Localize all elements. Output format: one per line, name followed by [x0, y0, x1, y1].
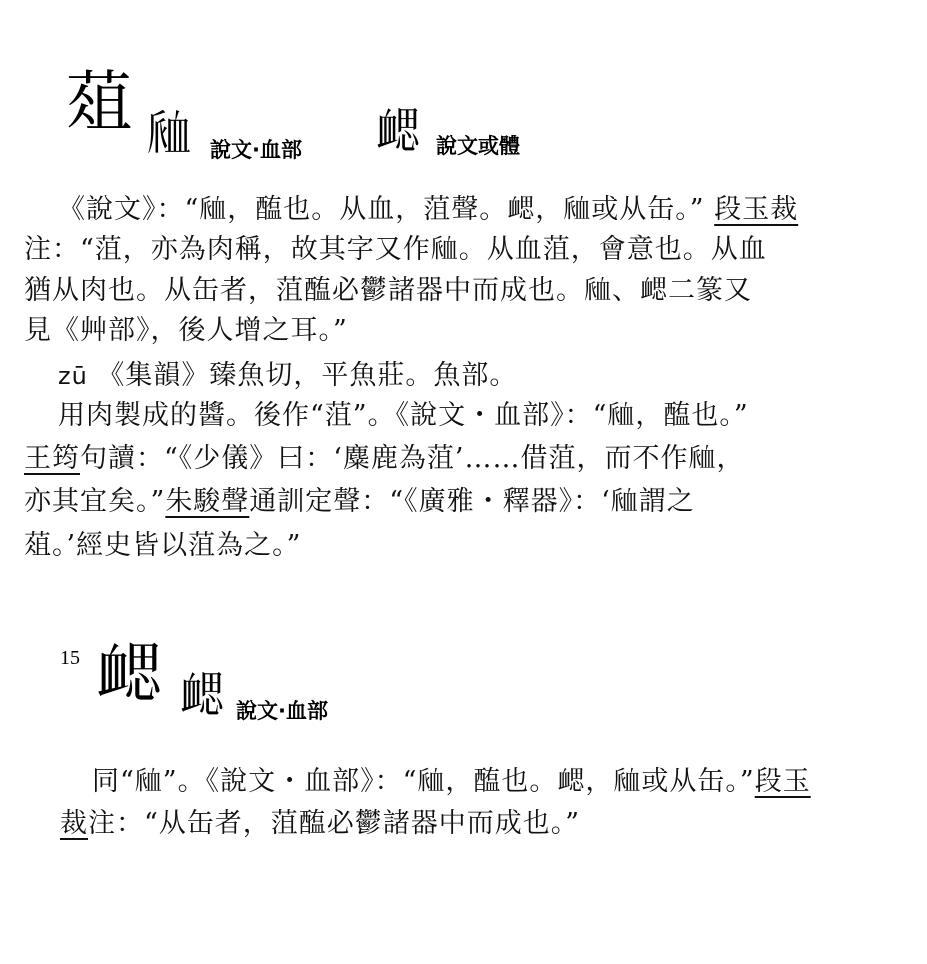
entry-1-variant-source: 說文或體 — [436, 134, 520, 158]
line-text: 句讀：“《少儀》曰：‘麋鹿為菹’……借菹，而不作𧖴， — [80, 443, 745, 474]
line-text: 亦其宜矣。” — [24, 486, 166, 517]
cited-scholar: 朱駿聲 — [165, 486, 250, 517]
entry-1-reading-line — [58, 362, 517, 389]
entry-1-text-line — [58, 196, 798, 223]
line-text: 葅。’經史皆以菹為之。” — [24, 530, 302, 561]
line-text: 見《艸部》，後人增之耳。” — [24, 315, 348, 346]
line-text: 通訓定聲：“《廣雅・釋器》：‘𧖴謂之 — [249, 486, 695, 517]
cited-scholar: 段玉裁 — [714, 194, 799, 225]
entry-1-text-line — [24, 532, 301, 559]
entry-2-number: 15 — [60, 647, 80, 669]
cited-scholar: 王筠 — [24, 443, 80, 474]
entry-1-variant-seal-glyph: 𧗂 — [376, 103, 420, 161]
entry-2-head-character: 𧗂 — [96, 636, 162, 713]
entry-2-text-line — [92, 768, 811, 795]
entry-1-seal-script-glyph: 𧖴 — [147, 105, 191, 163]
entry-1-seal-source: 說文·血部 — [210, 138, 302, 162]
entry-2-text-line — [60, 810, 580, 837]
entry-1-definition-line — [58, 402, 749, 429]
entry-1-text-line — [24, 488, 695, 515]
entry-2-seal-script-glyph: 𧗂 — [180, 667, 224, 725]
line-text: 《集韻》臻魚切，平魚莊。魚部。 — [87, 360, 518, 391]
entry-1-text-line — [24, 236, 767, 263]
entry-2-seal-source: 說文·血部 — [236, 699, 328, 723]
line-text: 注：“从缶者，菹醢必鬱諸器中而成也。” — [88, 808, 581, 839]
entry-1-text-line — [24, 317, 348, 344]
entry-1-text-line — [24, 277, 752, 304]
line-text: 用肉製成的醬。後作“菹”。《說文・血部》：“𧖴，醢也。” — [58, 400, 749, 431]
line-text: 猶从肉也。从缶者，菹醢必鬱諸器中而成也。𧖴、𧗂二篆又 — [24, 275, 752, 306]
line-text: 《說文》：“𧖴，醢也。从血，菹聲。𧗂，𧖴或从缶。” — [58, 194, 715, 225]
line-text: 注：“菹，亦為肉稱，故其字又作𧖴。从血菹，會意也。从血 — [24, 234, 767, 265]
entry-1-text-line — [24, 445, 744, 472]
cited-scholar: 段玉 — [754, 766, 811, 797]
pinyin-reading: zū — [58, 362, 88, 390]
line-text: 同“𧖴”。《說文・血部》：“𧖴，醢也。𧗂，𧖴或从缶。” — [92, 766, 755, 797]
cited-scholar: 裁 — [60, 808, 88, 839]
entry-1-head-character: 葅 — [66, 64, 132, 141]
